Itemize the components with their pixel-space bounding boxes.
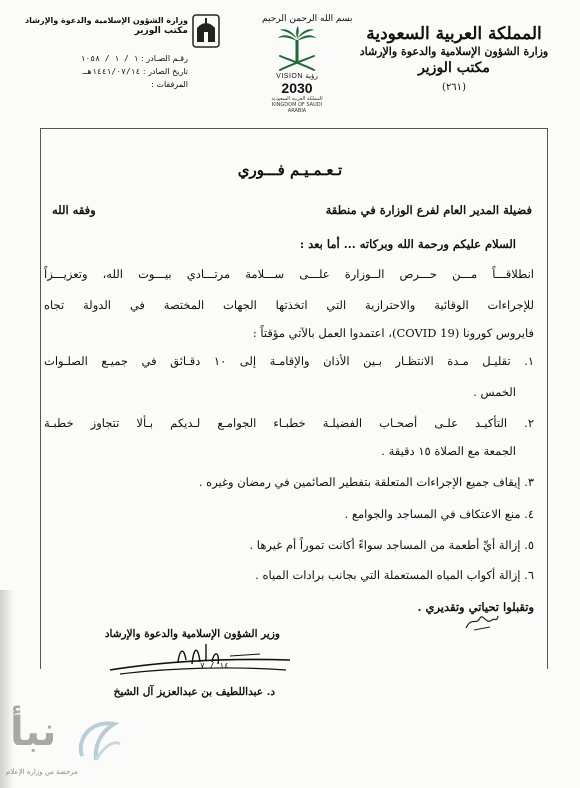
ref-number [38,52,188,65]
item-3: ٣. إيقاف جميع الإجراءات المتعلقة بتفطير الصائمين في رمضان وغيره . [198,475,534,489]
ref-label: رقـم الصـادر : [141,54,188,63]
office-name: مكتب الوزير [418,60,490,76]
item-2-line-1: ٢. التأكيـد علـى أصحـاب الفضيلـة خطبـاء الجوامـع لـديكم بـألا تتجاوز خطبـة [44,416,534,430]
signatory-title: وزير الشؤون الإسلامية والدعوة والإرشاد [104,628,280,640]
vision-arabic: رؤية [305,73,318,80]
letterhead-emblem [262,14,353,128]
initials-mark-icon [464,610,500,632]
signature-date: ١٤ / ٧ [200,661,229,670]
date-value: ١٤٤١/٠٧/١٤هـ [82,67,141,76]
attachments [38,78,188,91]
item-5: ٥. إزالة أيِّ أطعمة من المساجد سواءً أكانت تموراً أم غيرها . [249,538,534,552]
item-4: ٤. منع الاعتكاف في المساجد والجوامع . [344,507,534,521]
basmala: بسم الله الرحمن الرحيم [262,14,353,24]
kingdom-name: المملكة العربية السعودية [366,24,542,44]
watermark [4,706,134,784]
item-1-line-1: ١. تقليـل مـدة الانتظـار بـين الأذان والإقامـة إلى ١٠ دقـائق في جميـع الصلـوات [44,354,535,368]
watermark-brand: نبأ [10,709,57,755]
closing: وتقبلوا تحياتي وتقديري . [417,600,534,614]
watermark-subtitle: مرخصة من وزارة الإعلام [6,768,78,776]
item-2-line-2: الجمعة مع الصلاة ١٥ دقيقة . [381,444,516,458]
item-6: ٦. إزالة أكواب المياه المستعملة التي بجانب برادات المياه . [255,568,534,582]
issue-date [38,65,188,78]
vision-2030-logo [262,72,332,96]
palm-swords-emblem-icon [274,26,320,74]
ministry-logo-icon [192,14,220,48]
addressee-row [52,202,532,218]
ministry-small: وزارة الشؤون الإسلامية والدعوة والإرشاد [25,16,188,25]
item-1-line-2: الخمس . [473,385,516,399]
intro-line-2: للإجراءات الوقائية والاحترازية التي اتخذتها الجهات المختصة في الدولة تجاه [44,298,534,312]
date-label: تاريخ الصادر : [142,67,188,76]
letterhead-right [354,24,554,96]
signatory-name: د. عبداللطيف بن عبدالعزيز آل الشيخ [113,686,275,698]
ref-value: ١ / ١ / ١٠٥٨ [80,54,139,63]
signature-icon [100,640,300,680]
ministry-name: وزارة الشؤون الإسلامية والدعوة والإرشاد [359,45,549,58]
intro-line-3: فايروس كورونا (COVID 19)، اعتمدوا العمل بالآتي مؤقتاً : [252,326,534,340]
addressee-closing: وفقه الله [52,203,96,217]
vision-label: VISION [276,73,303,80]
attach-label: المرفقات : [151,80,188,89]
watermark-swirl-icon [74,716,124,766]
office-code: (٢٦١) [442,82,466,93]
document-title: تـعـمـيـم فـــوري [237,161,343,179]
office-small: مكتب الوزير [134,26,188,36]
greeting: السلام عليكم ورحمة الله وبركاته ... أما بعد : [299,237,516,251]
intro-line-1: انطلاقـــاً مـــن حـــرص الــوزارة علـــى ســـلامة مرتـــادي بيـــوت الله، وتعزيـــزاً [44,267,534,281]
vision-year: 2030 [281,80,313,96]
addressee: فضيلة المدير العام لفرع الوزارة في منطقة [325,203,532,217]
vision-subtitle: المملكة العربية السعودية KINGDOM OF SAUDI ARABIA [271,96,323,114]
